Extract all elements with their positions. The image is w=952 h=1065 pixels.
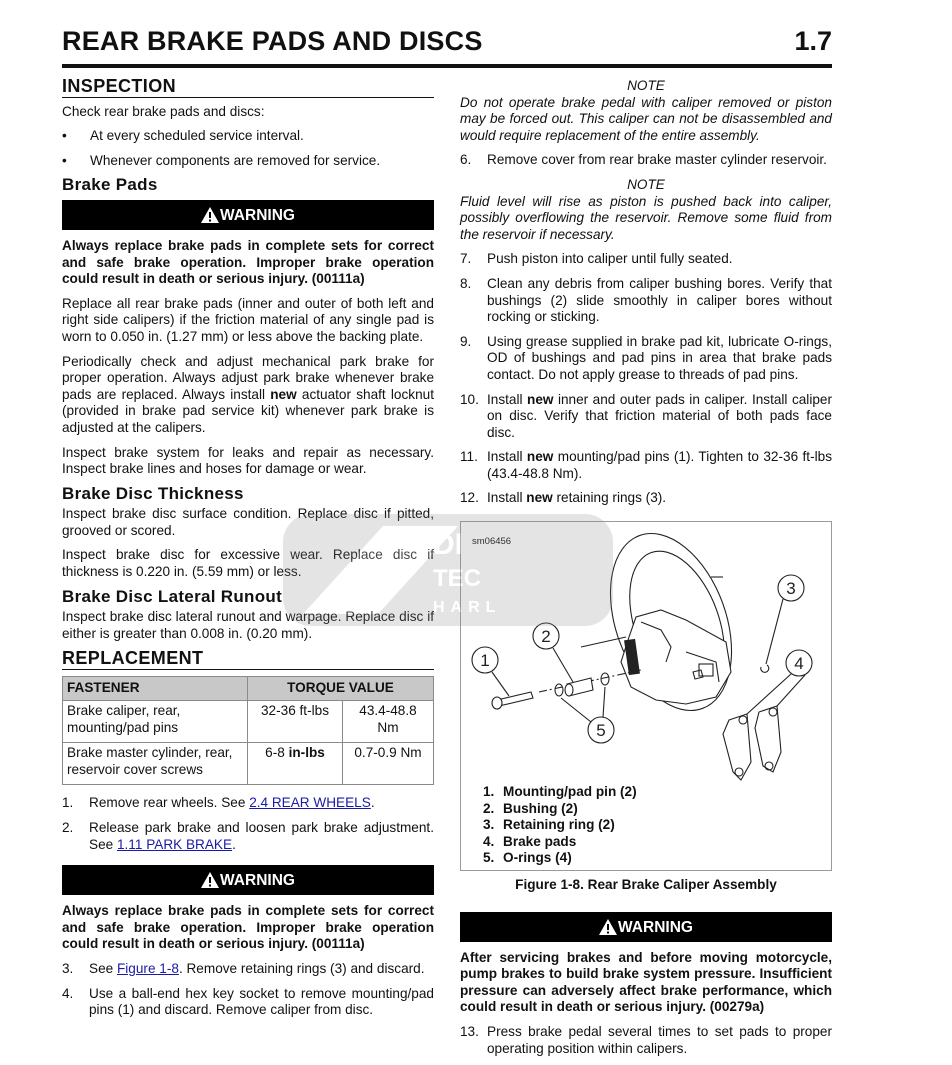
table-header-row bbox=[63, 677, 434, 701]
svg-text:TEC: TEC bbox=[433, 565, 481, 592]
callout-label: 5 bbox=[596, 721, 606, 741]
bullet-item bbox=[62, 128, 434, 145]
warning-text: Always replace brake pads in complete sets for correct and safe brake operation. Improper brake operation could result in death or serious injury. (00111a) bbox=[62, 237, 434, 287]
warning-text: After servicing brakes and before moving motorcycle, pump brakes to build brake system pressure. Insufficient pressure can adversely affect brake performance, which could result in death or serious injury. (00279a) bbox=[460, 949, 832, 1015]
figure-1-8-link[interactable]: Figure 1-8 bbox=[116, 960, 179, 976]
step-10: 10. Install new inner and outer pads in caliper. Install caliper on disc. Verify that friction material of both pads face disc. bbox=[460, 391, 832, 440]
legend-item: 2. Bushing (2) bbox=[483, 800, 578, 816]
bullet-icon: • bbox=[62, 128, 67, 144]
imperial-torque-cell: 6-8 in-lbs bbox=[248, 743, 343, 785]
legend-item: 3. Retaining ring (2) bbox=[483, 817, 615, 833]
step-3: 3. See Figure 1-8. Remove retaining rings (3) and discard. bbox=[62, 960, 425, 976]
inspection-intro: Check rear brake pads and discs: bbox=[62, 103, 265, 119]
fastener-cell: Brake master cylinder, rear, reservoir cover screws bbox=[63, 743, 248, 785]
bullet-text: Whenever components are removed for service. bbox=[90, 152, 381, 168]
o-ring bbox=[555, 684, 563, 696]
inspection-heading: INSPECTION bbox=[62, 78, 434, 98]
metric-torque-cell: 0.7-0.9 Nm bbox=[343, 743, 434, 785]
step-6: 6. Remove cover from rear brake master cylinder reservoir. bbox=[460, 152, 827, 168]
figure-legend bbox=[483, 784, 637, 867]
replacement-heading: REPLACEMENT bbox=[62, 650, 434, 670]
step-13: 13. Press brake pedal several times to set pads to proper operating position within calipers. bbox=[460, 1024, 832, 1056]
caliper-assembly-illustration bbox=[461, 522, 831, 784]
inspect-system-paragraph: Inspect brake system for leaks and repair as necessary. Inspect brake lines and hoses for damage or wear. bbox=[62, 444, 434, 477]
bullet-item bbox=[62, 153, 434, 170]
bullet-text: At every scheduled service interval. bbox=[90, 128, 304, 144]
figure-id: sm06456 bbox=[472, 536, 512, 548]
park-brake-paragraph: Periodically check and adjust mechanical park brake for proper operation. Always adjust park brake whenever brake pads are replaced. Always install new actuator shaft locknut (provided in brake pad service kit) whenever park brake is adjusted at the calipers. bbox=[62, 353, 434, 435]
bullet-icon: • bbox=[62, 152, 67, 168]
note-heading: NOTE bbox=[627, 78, 665, 93]
caliper-figure bbox=[460, 521, 832, 871]
warning-label: WARNING bbox=[220, 206, 295, 224]
callout-label: 2 bbox=[541, 627, 551, 647]
o-ring bbox=[601, 673, 609, 685]
svg-text:DI: DI bbox=[433, 528, 463, 561]
disc-runout-heading: Brake Disc Lateral Runout bbox=[62, 586, 283, 606]
step-4: 4. Use a ball-end hex key socket to remove mounting/pad pins (1) and discard. Remove caliper from disc. bbox=[62, 985, 434, 1018]
warning-label: WARNING bbox=[618, 918, 693, 936]
brake-pads-paragraph: Replace all rear brake pads (inner and outer of both left and right side calipers) if the friction material of any single pad is worn to 0.050 in. (1.27 mm) or less above the backing plate. bbox=[62, 295, 434, 344]
warning-triangle-icon bbox=[599, 919, 617, 935]
warning-bar bbox=[62, 200, 434, 230]
callout-label: 4 bbox=[794, 654, 804, 674]
page-number: 1.7 bbox=[794, 26, 832, 56]
step-8: 8. Clean any debris from caliper bushing bores. Verify that bushings (2) slide smoothly in caliper bores without rocking or sticking. bbox=[460, 275, 832, 325]
warning-label: WARNING bbox=[220, 872, 295, 890]
figure-caption: Figure 1-8. Rear Brake Caliper Assembly bbox=[515, 877, 777, 893]
page-title: REAR BRAKE PADS AND DISCS bbox=[62, 26, 483, 56]
title-rule bbox=[62, 64, 832, 68]
disc-wear-paragraph: Inspect brake disc for excessive wear. Replace disc if thickness is 0.220 in. (5.59 mm) or less. bbox=[62, 547, 434, 580]
disc-thickness-heading: Brake Disc Thickness bbox=[62, 483, 244, 503]
retaining-ring bbox=[761, 665, 769, 672]
svg-text:HARL: HARL bbox=[433, 599, 502, 616]
step-2: 2. Release park brake and loosen park brake adjustment. See 1.11 PARK BRAKE. bbox=[62, 820, 434, 852]
disc-surface-paragraph: Inspect brake disc surface condition. Replace disc if pitted, grooved or scored. bbox=[62, 506, 434, 538]
step-9: 9. Using grease supplied in brake pad kit, lubricate O-rings, OD of bushings and pad pins in area that brake pads contact. Do not apply grease to threads of pad pins. bbox=[460, 333, 832, 382]
warning-bar bbox=[460, 912, 832, 942]
brake-pad bbox=[723, 714, 751, 780]
torque-table bbox=[62, 676, 434, 785]
fastener-cell: Brake caliper, rear, mounting/pad pins bbox=[63, 701, 248, 743]
legend-item: 1. Mounting/pad pin (2) bbox=[483, 784, 637, 800]
warning-triangle-icon bbox=[201, 872, 219, 888]
step-1: 1. Remove rear wheels. See 2.4 REAR WHEELS. bbox=[62, 795, 375, 811]
column-header-fastener: FASTENER bbox=[63, 677, 248, 701]
right-column bbox=[460, 78, 832, 1065]
rear-wheels-link[interactable]: 2.4 REAR WHEELS bbox=[249, 795, 371, 811]
step-11: 11. Install new mounting/pad pins (1). Tighten to 32-36 ft-lbs (43.4-48.8 Nm). bbox=[460, 449, 832, 481]
imperial-torque-cell: 32-36 ft-lbs bbox=[248, 701, 343, 743]
brake-pads-heading: Brake Pads bbox=[62, 175, 158, 195]
legend-item: 5. O-rings (4) bbox=[483, 850, 572, 866]
warning-bar bbox=[62, 865, 434, 895]
callout-label: 3 bbox=[786, 579, 796, 599]
metric-torque-cell: 43.4-48.8 Nm bbox=[343, 701, 434, 743]
note-body: Do not operate brake pedal with caliper removed or piston may be forced out. This caliper can not be disassembled and would require replacement of the entire assembly. bbox=[460, 94, 832, 143]
legend-item: 4. Brake pads bbox=[483, 833, 577, 849]
disc-runout-paragraph: Inspect brake disc lateral runout and warpage. Replace disc if either is greater than 0.008 in. (0.20 mm). bbox=[62, 609, 434, 641]
warning-text: Always replace brake pads in complete sets for correct and safe brake operation. Improper brake operation could result in death or serious injury. (00111a) bbox=[62, 903, 434, 952]
note-body: Fluid level will rise as piston is pushed back into caliper, possibly overflowing the reservoir. Remove some fluid from the reservoir if necessary. bbox=[460, 193, 832, 242]
callout-label: 1 bbox=[480, 651, 490, 671]
park-brake-link[interactable]: 1.11 PARK BRAKE bbox=[116, 836, 233, 852]
step-12: 12. Install new retaining rings (3). bbox=[460, 490, 667, 506]
table-row bbox=[63, 743, 434, 785]
warning-triangle-icon bbox=[201, 207, 219, 223]
left-column bbox=[62, 70, 434, 1027]
note-heading: NOTE bbox=[627, 176, 665, 192]
table-row bbox=[63, 701, 434, 743]
step-7: 7. Push piston into caliper until fully seated. bbox=[460, 251, 733, 267]
column-header-torque: TORQUE VALUE bbox=[248, 677, 434, 701]
